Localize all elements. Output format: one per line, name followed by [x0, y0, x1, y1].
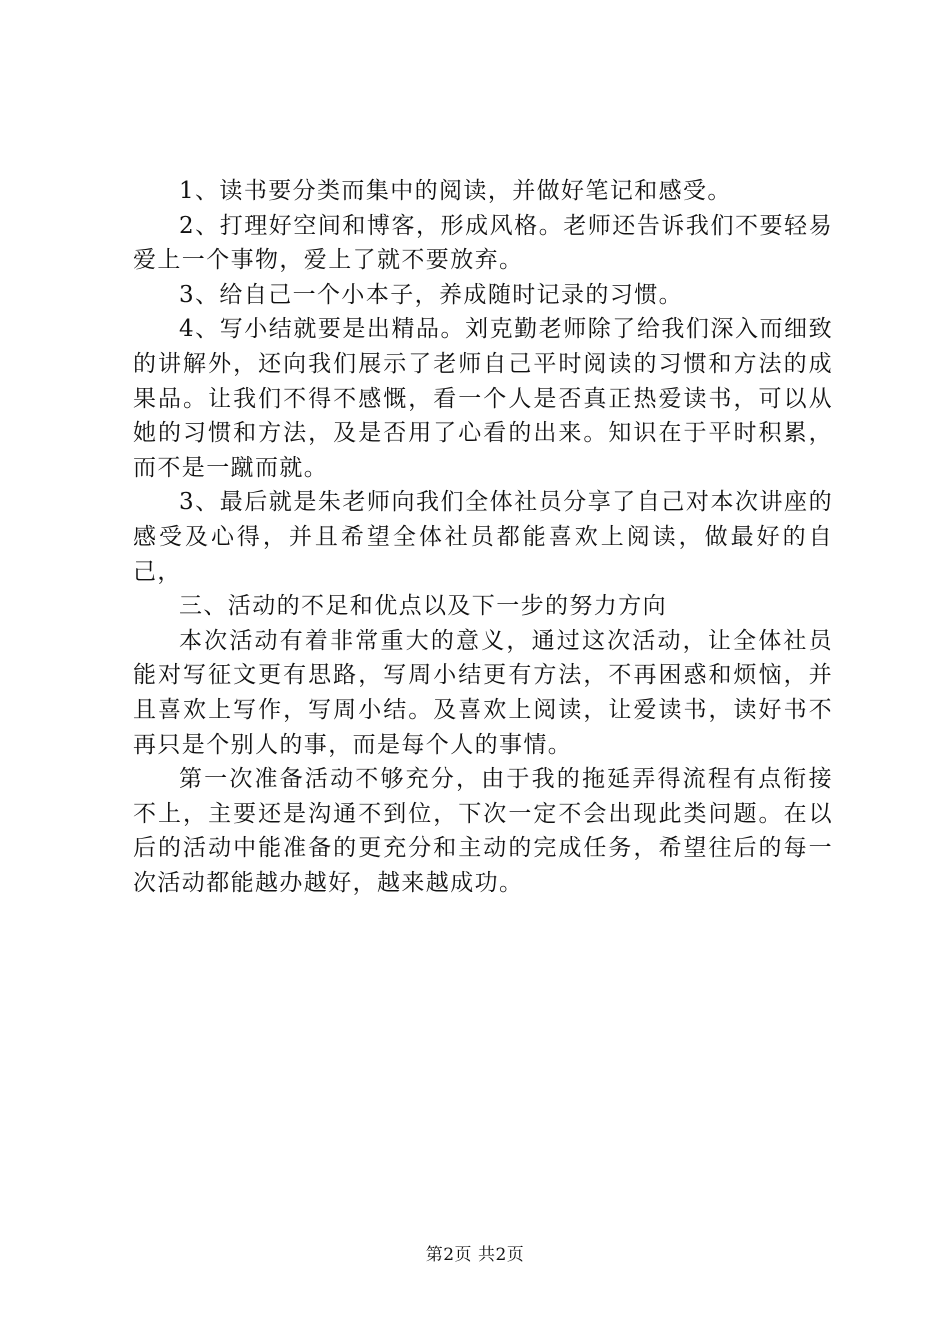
- paragraph-8: 第一次准备活动不够充分，由于我的拖延弄得流程有点衔接不上，主要还是沟通不到位，下次一定不会出现此类问题。在以后的活动中能准备的更充分和主动的完成任务，希望往后的每一次活动都能越办越好，越来越成功。: [133, 766, 833, 896]
- page-number-label: 第2页 共2页: [425, 1245, 525, 1265]
- paragraph-5: 3、最后就是朱老师向我们全体社员分享了自己对本次讲座的感受及心得，并且希望全体社员都能喜欢上阅读，做最好的自己，: [133, 489, 833, 585]
- paragraph-2: 2、打理好空间和博客，形成风格。老师还告诉我们不要轻易爱上一个事物，爱上了就不要放弃。: [133, 212, 833, 274]
- section-heading: 三、活动的不足和优点以及下一步的努力方向: [179, 593, 667, 620]
- paragraph-1: 1、读书要分类而集中的阅读，并做好笔记和感受。: [179, 178, 732, 204]
- paragraph-7: 本次活动有着非常重大的意义，通过这次活动，让全体社员能对写征文更有思路，写周小结更有方法，不再困惑和烦恼，并且喜欢上写作，写周小结。及喜欢上阅读，让爱读书，读好书不再只是个别人的事，而是每个人的事情。: [133, 627, 833, 758]
- page-footer: [0, 1243, 950, 1267]
- paragraph-4: 4、写小结就要是出精品。刘克勤老师除了给我们深入而细致的讲解外，还向我们展示了老师自己平时阅读的习惯和方法的成果品。让我们不得不感慨，看一个人是否真正热爱读书，可以从她的习惯和方法，及是否用了心看的出来。知识在于平时积累，而不是一蹴而就。: [133, 316, 833, 481]
- paragraph-3: 3、给自己一个小本子，养成随时记录的习惯。: [179, 281, 684, 308]
- document-body: [133, 174, 833, 900]
